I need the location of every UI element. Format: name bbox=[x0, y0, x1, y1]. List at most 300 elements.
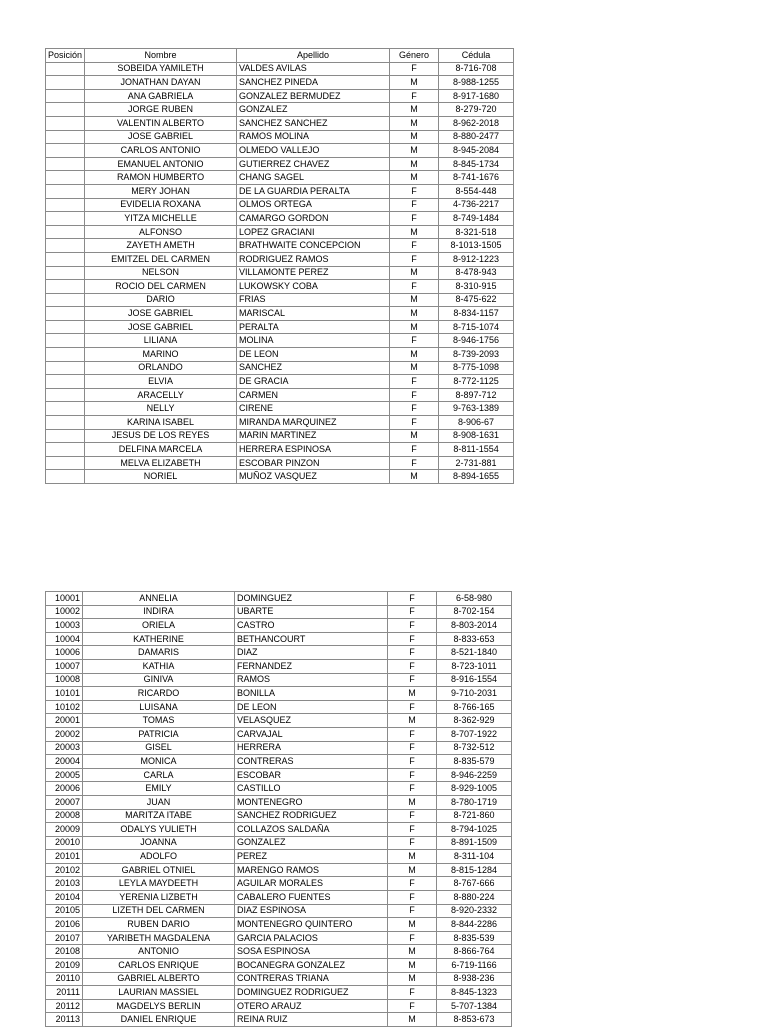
last-name-cell[interactable]: DIAZ bbox=[235, 646, 388, 660]
id-number-cell[interactable]: 8-521-1840 bbox=[437, 646, 512, 660]
last-name-cell[interactable]: MIRANDA MARQUINEZ bbox=[237, 416, 390, 430]
id-number-cell[interactable]: 8-811-1554 bbox=[439, 443, 514, 457]
first-name-cell[interactable]: LILIANA bbox=[85, 334, 237, 348]
first-name-cell[interactable]: GINIVA bbox=[83, 673, 235, 687]
position-cell[interactable]: 20010 bbox=[46, 836, 83, 850]
first-name-cell[interactable]: ADOLFO bbox=[83, 850, 235, 864]
first-name-cell[interactable]: ARACELLY bbox=[85, 388, 237, 402]
gender-cell[interactable]: M bbox=[388, 972, 437, 986]
last-name-cell[interactable]: HERRERA ESPINOSA bbox=[237, 443, 390, 457]
id-number-cell[interactable]: 8-835-579 bbox=[437, 755, 512, 769]
last-name-cell[interactable]: CIRENE bbox=[237, 402, 390, 416]
position-cell[interactable] bbox=[46, 198, 85, 212]
id-number-cell[interactable]: 8-749-1484 bbox=[439, 212, 514, 226]
id-number-cell[interactable]: 8-803-2014 bbox=[437, 619, 512, 633]
header-apellido[interactable]: Apellido bbox=[237, 49, 390, 63]
header-genero[interactable]: Género bbox=[390, 49, 439, 63]
gender-cell[interactable]: M bbox=[390, 144, 439, 158]
last-name-cell[interactable]: ESCOBAR bbox=[235, 768, 388, 782]
first-name-cell[interactable]: ANA GABRIELA bbox=[85, 89, 237, 103]
header-posicion[interactable]: Posición bbox=[46, 49, 85, 63]
position-cell[interactable]: 10101 bbox=[46, 687, 83, 701]
id-number-cell[interactable]: 8-894-1655 bbox=[439, 470, 514, 484]
first-name-cell[interactable]: ORLANDO bbox=[85, 361, 237, 375]
id-number-cell[interactable]: 8-962-2018 bbox=[439, 116, 514, 130]
gender-cell[interactable]: M bbox=[390, 103, 439, 117]
gender-cell[interactable]: F bbox=[390, 334, 439, 348]
gender-cell[interactable]: F bbox=[388, 931, 437, 945]
position-cell[interactable]: 10001 bbox=[46, 592, 83, 606]
first-name-cell[interactable]: ZAYETH AMETH bbox=[85, 239, 237, 253]
last-name-cell[interactable]: GONZALEZ bbox=[235, 836, 388, 850]
last-name-cell[interactable]: SANCHEZ PINEDA bbox=[237, 76, 390, 90]
position-cell[interactable]: 20111 bbox=[46, 986, 83, 1000]
position-cell[interactable] bbox=[46, 361, 85, 375]
first-name-cell[interactable]: ANTONIO bbox=[83, 945, 235, 959]
last-name-cell[interactable]: VELASQUEZ bbox=[235, 714, 388, 728]
id-number-cell[interactable]: 8-908-1631 bbox=[439, 429, 514, 443]
gender-cell[interactable]: F bbox=[390, 280, 439, 294]
gender-cell[interactable]: F bbox=[388, 877, 437, 891]
last-name-cell[interactable]: DE LEON bbox=[235, 700, 388, 714]
first-name-cell[interactable]: NELLY bbox=[85, 402, 237, 416]
first-name-cell[interactable]: CARLOS ANTONIO bbox=[85, 144, 237, 158]
position-cell[interactable] bbox=[46, 402, 85, 416]
gender-cell[interactable]: F bbox=[390, 252, 439, 266]
first-name-cell[interactable]: JORGE RUBEN bbox=[85, 103, 237, 117]
last-name-cell[interactable]: SOSA ESPINOSA bbox=[235, 945, 388, 959]
position-cell[interactable] bbox=[46, 320, 85, 334]
first-name-cell[interactable]: EMILY bbox=[83, 782, 235, 796]
first-name-cell[interactable]: YERENIA LIZBETH bbox=[83, 891, 235, 905]
position-cell[interactable]: 20006 bbox=[46, 782, 83, 796]
id-number-cell[interactable]: 8-310-915 bbox=[439, 280, 514, 294]
last-name-cell[interactable]: CONTRERAS TRIANA bbox=[235, 972, 388, 986]
last-name-cell[interactable]: CONTRERAS bbox=[235, 755, 388, 769]
first-name-cell[interactable]: MARINO bbox=[85, 348, 237, 362]
last-name-cell[interactable]: OTERO ARAUZ bbox=[235, 999, 388, 1013]
id-number-cell[interactable]: 8-835-539 bbox=[437, 931, 512, 945]
position-cell[interactable]: 20101 bbox=[46, 850, 83, 864]
last-name-cell[interactable]: CAMARGO GORDON bbox=[237, 212, 390, 226]
last-name-cell[interactable]: FRIAS bbox=[237, 293, 390, 307]
last-name-cell[interactable]: GONZALEZ bbox=[237, 103, 390, 117]
gender-cell[interactable]: M bbox=[390, 307, 439, 321]
gender-cell[interactable]: F bbox=[388, 809, 437, 823]
first-name-cell[interactable]: ELVIA bbox=[85, 375, 237, 389]
gender-cell[interactable]: F bbox=[388, 986, 437, 1000]
first-name-cell[interactable]: RAMON HUMBERTO bbox=[85, 171, 237, 185]
first-name-cell[interactable]: EMANUEL ANTONIO bbox=[85, 157, 237, 171]
last-name-cell[interactable]: UBARTE bbox=[235, 605, 388, 619]
gender-cell[interactable]: M bbox=[390, 76, 439, 90]
id-number-cell[interactable]: 8-845-1734 bbox=[439, 157, 514, 171]
last-name-cell[interactable]: CASTRO bbox=[235, 619, 388, 633]
gender-cell[interactable]: M bbox=[388, 714, 437, 728]
first-name-cell[interactable]: KATHIA bbox=[83, 659, 235, 673]
position-cell[interactable] bbox=[46, 307, 85, 321]
id-number-cell[interactable]: 8-929-1005 bbox=[437, 782, 512, 796]
position-cell[interactable] bbox=[46, 103, 85, 117]
gender-cell[interactable]: F bbox=[390, 62, 439, 76]
gender-cell[interactable]: M bbox=[388, 945, 437, 959]
last-name-cell[interactable]: GONZALEZ BERMUDEZ bbox=[237, 89, 390, 103]
position-cell[interactable] bbox=[46, 470, 85, 484]
last-name-cell[interactable]: BONILLA bbox=[235, 687, 388, 701]
first-name-cell[interactable]: KARINA ISABEL bbox=[85, 416, 237, 430]
last-name-cell[interactable]: CABALERO FUENTES bbox=[235, 891, 388, 905]
first-name-cell[interactable]: DELFINA MARCELA bbox=[85, 443, 237, 457]
id-number-cell[interactable]: 8-478-943 bbox=[439, 266, 514, 280]
first-name-cell[interactable]: GISEL bbox=[83, 741, 235, 755]
gender-cell[interactable]: F bbox=[388, 605, 437, 619]
position-cell[interactable]: 10002 bbox=[46, 605, 83, 619]
gender-cell[interactable]: F bbox=[390, 388, 439, 402]
position-cell[interactable]: 20004 bbox=[46, 755, 83, 769]
gender-cell[interactable]: F bbox=[388, 755, 437, 769]
gender-cell[interactable]: F bbox=[388, 673, 437, 687]
gender-cell[interactable]: M bbox=[390, 429, 439, 443]
first-name-cell[interactable]: RICARDO bbox=[83, 687, 235, 701]
last-name-cell[interactable]: MONTENEGRO QUINTERO bbox=[235, 918, 388, 932]
first-name-cell[interactable]: MERY JOHAN bbox=[85, 184, 237, 198]
gender-cell[interactable]: M bbox=[390, 225, 439, 239]
id-number-cell[interactable]: 8-880-224 bbox=[437, 891, 512, 905]
position-cell[interactable]: 20102 bbox=[46, 863, 83, 877]
id-number-cell[interactable]: 8-475-622 bbox=[439, 293, 514, 307]
gender-cell[interactable]: M bbox=[390, 266, 439, 280]
last-name-cell[interactable]: AGUILAR MORALES bbox=[235, 877, 388, 891]
first-name-cell[interactable]: CARLA bbox=[83, 768, 235, 782]
gender-cell[interactable]: M bbox=[388, 850, 437, 864]
first-name-cell[interactable]: RUBEN DARIO bbox=[83, 918, 235, 932]
gender-cell[interactable]: M bbox=[390, 348, 439, 362]
last-name-cell[interactable]: OLMOS ORTEGA bbox=[237, 198, 390, 212]
last-name-cell[interactable]: CHANG SAGEL bbox=[237, 171, 390, 185]
id-number-cell[interactable]: 8-723-1011 bbox=[437, 659, 512, 673]
last-name-cell[interactable]: CARVAJAL bbox=[235, 727, 388, 741]
first-name-cell[interactable]: MONICA bbox=[83, 755, 235, 769]
id-number-cell[interactable]: 8-554-448 bbox=[439, 184, 514, 198]
first-name-cell[interactable]: DAMARIS bbox=[83, 646, 235, 660]
last-name-cell[interactable]: PEREZ bbox=[235, 850, 388, 864]
first-name-cell[interactable]: EVIDELIA ROXANA bbox=[85, 198, 237, 212]
position-cell[interactable]: 20005 bbox=[46, 768, 83, 782]
last-name-cell[interactable]: PERALTA bbox=[237, 320, 390, 334]
first-name-cell[interactable]: SOBEIDA YAMILETH bbox=[85, 62, 237, 76]
last-name-cell[interactable]: DIAZ ESPINOSA bbox=[235, 904, 388, 918]
gender-cell[interactable]: F bbox=[388, 836, 437, 850]
gender-cell[interactable]: M bbox=[390, 157, 439, 171]
gender-cell[interactable]: F bbox=[388, 999, 437, 1013]
last-name-cell[interactable]: DOMINGUEZ RODRIGUEZ bbox=[235, 986, 388, 1000]
last-name-cell[interactable]: RAMOS MOLINA bbox=[237, 130, 390, 144]
last-name-cell[interactable]: REINA RUIZ bbox=[235, 1013, 388, 1027]
first-name-cell[interactable]: YITZA MICHELLE bbox=[85, 212, 237, 226]
position-cell[interactable]: 20003 bbox=[46, 741, 83, 755]
id-number-cell[interactable]: 8-715-1074 bbox=[439, 320, 514, 334]
gender-cell[interactable]: F bbox=[388, 891, 437, 905]
id-number-cell[interactable]: 8-707-1922 bbox=[437, 727, 512, 741]
position-cell[interactable]: 10003 bbox=[46, 619, 83, 633]
id-number-cell[interactable]: 8-897-712 bbox=[439, 388, 514, 402]
first-name-cell[interactable]: JOSE GABRIEL bbox=[85, 320, 237, 334]
gender-cell[interactable]: M bbox=[390, 130, 439, 144]
gender-cell[interactable]: F bbox=[388, 659, 437, 673]
gender-cell[interactable]: F bbox=[390, 443, 439, 457]
last-name-cell[interactable]: MARENGO RAMOS bbox=[235, 863, 388, 877]
first-name-cell[interactable]: DARIO bbox=[85, 293, 237, 307]
first-name-cell[interactable]: DANIEL ENRIQUE bbox=[83, 1013, 235, 1027]
gender-cell[interactable]: M bbox=[388, 959, 437, 973]
id-number-cell[interactable]: 8-362-929 bbox=[437, 714, 512, 728]
last-name-cell[interactable]: BRATHWAITE CONCEPCION bbox=[237, 239, 390, 253]
last-name-cell[interactable]: DE LA GUARDIA PERALTA bbox=[237, 184, 390, 198]
position-cell[interactable] bbox=[46, 144, 85, 158]
last-name-cell[interactable]: CASTILLO bbox=[235, 782, 388, 796]
last-name-cell[interactable]: SANCHEZ RODRIGUEZ bbox=[235, 809, 388, 823]
last-name-cell[interactable]: BOCANEGRA GONZALEZ bbox=[235, 959, 388, 973]
id-number-cell[interactable]: 8-1013-1505 bbox=[439, 239, 514, 253]
id-number-cell[interactable]: 6-719-1166 bbox=[437, 959, 512, 973]
id-number-cell[interactable]: 8-906-67 bbox=[439, 416, 514, 430]
id-number-cell[interactable]: 8-311-104 bbox=[437, 850, 512, 864]
position-cell[interactable] bbox=[46, 443, 85, 457]
position-cell[interactable]: 10006 bbox=[46, 646, 83, 660]
position-cell[interactable] bbox=[46, 76, 85, 90]
position-cell[interactable]: 20008 bbox=[46, 809, 83, 823]
last-name-cell[interactable]: RODRIGUEZ RAMOS bbox=[237, 252, 390, 266]
id-number-cell[interactable]: 5-707-1384 bbox=[437, 999, 512, 1013]
gender-cell[interactable]: F bbox=[388, 592, 437, 606]
position-cell[interactable] bbox=[46, 130, 85, 144]
last-name-cell[interactable]: SANCHEZ bbox=[237, 361, 390, 375]
position-cell[interactable]: 20001 bbox=[46, 714, 83, 728]
first-name-cell[interactable]: LUISANA bbox=[83, 700, 235, 714]
last-name-cell[interactable]: OLMEDO VALLEJO bbox=[237, 144, 390, 158]
gender-cell[interactable]: F bbox=[390, 402, 439, 416]
first-name-cell[interactable]: INDIRA bbox=[83, 605, 235, 619]
position-cell[interactable] bbox=[46, 239, 85, 253]
first-name-cell[interactable]: YARIBETH MAGDALENA bbox=[83, 931, 235, 945]
id-number-cell[interactable]: 8-853-673 bbox=[437, 1013, 512, 1027]
position-cell[interactable] bbox=[46, 171, 85, 185]
first-name-cell[interactable]: JOSE GABRIEL bbox=[85, 307, 237, 321]
gender-cell[interactable]: F bbox=[388, 782, 437, 796]
gender-cell[interactable]: F bbox=[388, 632, 437, 646]
position-cell[interactable]: 20002 bbox=[46, 727, 83, 741]
last-name-cell[interactable]: MONTENEGRO bbox=[235, 795, 388, 809]
id-number-cell[interactable]: 8-920-2332 bbox=[437, 904, 512, 918]
first-name-cell[interactable]: KATHERINE bbox=[83, 632, 235, 646]
last-name-cell[interactable]: MARIN MARTINEZ bbox=[237, 429, 390, 443]
position-cell[interactable]: 10004 bbox=[46, 632, 83, 646]
last-name-cell[interactable]: MUÑOZ VASQUEZ bbox=[237, 470, 390, 484]
id-number-cell[interactable]: 2-731-881 bbox=[439, 456, 514, 470]
last-name-cell[interactable]: VALDES AVILAS bbox=[237, 62, 390, 76]
position-cell[interactable] bbox=[46, 184, 85, 198]
id-number-cell[interactable]: 8-780-1719 bbox=[437, 795, 512, 809]
first-name-cell[interactable]: GABRIEL ALBERTO bbox=[83, 972, 235, 986]
id-number-cell[interactable]: 8-772-1125 bbox=[439, 375, 514, 389]
id-number-cell[interactable]: 9-763-1389 bbox=[439, 402, 514, 416]
first-name-cell[interactable]: NORIEL bbox=[85, 470, 237, 484]
last-name-cell[interactable]: DE GRACIA bbox=[237, 375, 390, 389]
gender-cell[interactable]: F bbox=[388, 741, 437, 755]
id-number-cell[interactable]: 8-702-154 bbox=[437, 605, 512, 619]
last-name-cell[interactable]: GUTIERREZ CHAVEZ bbox=[237, 157, 390, 171]
first-name-cell[interactable]: ROCIO DEL CARMEN bbox=[85, 280, 237, 294]
last-name-cell[interactable]: LOPEZ GRACIANI bbox=[237, 225, 390, 239]
last-name-cell[interactable]: DE LEON bbox=[237, 348, 390, 362]
last-name-cell[interactable]: DOMINGUEZ bbox=[235, 592, 388, 606]
gender-cell[interactable]: M bbox=[388, 687, 437, 701]
last-name-cell[interactable]: RAMOS bbox=[235, 673, 388, 687]
id-number-cell[interactable]: 8-880-2477 bbox=[439, 130, 514, 144]
first-name-cell[interactable]: JESUS DE LOS REYES bbox=[85, 429, 237, 443]
last-name-cell[interactable]: ESCOBAR PINZON bbox=[237, 456, 390, 470]
position-cell[interactable]: 20106 bbox=[46, 918, 83, 932]
id-number-cell[interactable]: 8-891-1509 bbox=[437, 836, 512, 850]
last-name-cell[interactable]: MOLINA bbox=[237, 334, 390, 348]
gender-cell[interactable]: F bbox=[388, 700, 437, 714]
position-cell[interactable]: 20104 bbox=[46, 891, 83, 905]
gender-cell[interactable]: F bbox=[390, 198, 439, 212]
position-cell[interactable] bbox=[46, 266, 85, 280]
gender-cell[interactable]: F bbox=[388, 768, 437, 782]
position-cell[interactable] bbox=[46, 293, 85, 307]
position-cell[interactable] bbox=[46, 252, 85, 266]
gender-cell[interactable]: F bbox=[388, 823, 437, 837]
position-cell[interactable]: 20109 bbox=[46, 959, 83, 973]
first-name-cell[interactable]: LIZETH DEL CARMEN bbox=[83, 904, 235, 918]
position-cell[interactable] bbox=[46, 62, 85, 76]
last-name-cell[interactable]: BETHANCOURT bbox=[235, 632, 388, 646]
gender-cell[interactable]: F bbox=[390, 212, 439, 226]
gender-cell[interactable]: F bbox=[388, 619, 437, 633]
id-number-cell[interactable]: 6-58-980 bbox=[437, 592, 512, 606]
first-name-cell[interactable]: MAGDELYS BERLIN bbox=[83, 999, 235, 1013]
id-number-cell[interactable]: 8-912-1223 bbox=[439, 252, 514, 266]
position-cell[interactable]: 20108 bbox=[46, 945, 83, 959]
id-number-cell[interactable]: 8-794-1025 bbox=[437, 823, 512, 837]
gender-cell[interactable]: M bbox=[388, 918, 437, 932]
gender-cell[interactable]: M bbox=[390, 293, 439, 307]
position-cell[interactable] bbox=[46, 429, 85, 443]
first-name-cell[interactable]: MARITZA ITABE bbox=[83, 809, 235, 823]
position-cell[interactable] bbox=[46, 334, 85, 348]
header-cedula[interactable]: Cédula bbox=[439, 49, 514, 63]
gender-cell[interactable]: F bbox=[390, 89, 439, 103]
gender-cell[interactable]: M bbox=[388, 863, 437, 877]
position-cell[interactable] bbox=[46, 280, 85, 294]
gender-cell[interactable]: F bbox=[388, 646, 437, 660]
id-number-cell[interactable]: 8-741-1676 bbox=[439, 171, 514, 185]
first-name-cell[interactable]: ALFONSO bbox=[85, 225, 237, 239]
last-name-cell[interactable]: LUKOWSKY COBA bbox=[237, 280, 390, 294]
last-name-cell[interactable]: COLLAZOS SALDAÑA bbox=[235, 823, 388, 837]
id-number-cell[interactable]: 8-833-653 bbox=[437, 632, 512, 646]
first-name-cell[interactable]: TOMAS bbox=[83, 714, 235, 728]
first-name-cell[interactable]: JUAN bbox=[83, 795, 235, 809]
position-cell[interactable]: 20110 bbox=[46, 972, 83, 986]
position-cell[interactable] bbox=[46, 348, 85, 362]
position-cell[interactable] bbox=[46, 225, 85, 239]
position-cell[interactable] bbox=[46, 89, 85, 103]
id-number-cell[interactable]: 8-945-2084 bbox=[439, 144, 514, 158]
gender-cell[interactable]: F bbox=[390, 416, 439, 430]
first-name-cell[interactable]: ODALYS YULIETH bbox=[83, 823, 235, 837]
last-name-cell[interactable]: HERRERA bbox=[235, 741, 388, 755]
id-number-cell[interactable]: 8-916-1554 bbox=[437, 673, 512, 687]
first-name-cell[interactable]: JOSE GABRIEL bbox=[85, 130, 237, 144]
id-number-cell[interactable]: 8-946-1756 bbox=[439, 334, 514, 348]
id-number-cell[interactable]: 8-917-1680 bbox=[439, 89, 514, 103]
position-cell[interactable]: 20103 bbox=[46, 877, 83, 891]
gender-cell[interactable]: F bbox=[390, 184, 439, 198]
gender-cell[interactable]: F bbox=[388, 727, 437, 741]
id-number-cell[interactable]: 8-767-666 bbox=[437, 877, 512, 891]
gender-cell[interactable]: F bbox=[390, 239, 439, 253]
header-nombre[interactable]: Nombre bbox=[85, 49, 237, 63]
gender-cell[interactable]: M bbox=[390, 116, 439, 130]
gender-cell[interactable]: M bbox=[388, 1013, 437, 1027]
gender-cell[interactable]: F bbox=[390, 456, 439, 470]
last-name-cell[interactable]: GARCIA PALACIOS bbox=[235, 931, 388, 945]
first-name-cell[interactable]: CARLOS ENRIQUE bbox=[83, 959, 235, 973]
position-cell[interactable]: 20007 bbox=[46, 795, 83, 809]
first-name-cell[interactable]: VALENTIN ALBERTO bbox=[85, 116, 237, 130]
position-cell[interactable]: 10008 bbox=[46, 673, 83, 687]
id-number-cell[interactable]: 8-834-1157 bbox=[439, 307, 514, 321]
id-number-cell[interactable]: 8-739-2093 bbox=[439, 348, 514, 362]
gender-cell[interactable]: M bbox=[388, 795, 437, 809]
first-name-cell[interactable]: PATRICIA bbox=[83, 727, 235, 741]
position-cell[interactable] bbox=[46, 157, 85, 171]
id-number-cell[interactable]: 8-845-1323 bbox=[437, 986, 512, 1000]
id-number-cell[interactable]: 8-721-860 bbox=[437, 809, 512, 823]
position-cell[interactable]: 20113 bbox=[46, 1013, 83, 1027]
gender-cell[interactable]: F bbox=[390, 375, 439, 389]
position-cell[interactable] bbox=[46, 116, 85, 130]
id-number-cell[interactable]: 9-710-2031 bbox=[437, 687, 512, 701]
first-name-cell[interactable]: NELSON bbox=[85, 266, 237, 280]
gender-cell[interactable]: M bbox=[390, 171, 439, 185]
position-cell[interactable] bbox=[46, 456, 85, 470]
last-name-cell[interactable]: FERNANDEZ bbox=[235, 659, 388, 673]
first-name-cell[interactable]: LAURIAN MASSIEL bbox=[83, 986, 235, 1000]
position-cell[interactable]: 10007 bbox=[46, 659, 83, 673]
position-cell[interactable] bbox=[46, 212, 85, 226]
last-name-cell[interactable]: CARMEN bbox=[237, 388, 390, 402]
position-cell[interactable] bbox=[46, 416, 85, 430]
id-number-cell[interactable]: 8-321-518 bbox=[439, 225, 514, 239]
id-number-cell[interactable]: 8-732-512 bbox=[437, 741, 512, 755]
first-name-cell[interactable]: GABRIEL OTNIEL bbox=[83, 863, 235, 877]
id-number-cell[interactable]: 8-988-1255 bbox=[439, 76, 514, 90]
position-cell[interactable]: 10102 bbox=[46, 700, 83, 714]
last-name-cell[interactable]: VILLAMONTE PEREZ bbox=[237, 266, 390, 280]
id-number-cell[interactable]: 8-844-2286 bbox=[437, 918, 512, 932]
position-cell[interactable]: 20107 bbox=[46, 931, 83, 945]
gender-cell[interactable]: M bbox=[390, 470, 439, 484]
first-name-cell[interactable]: ORIELA bbox=[83, 619, 235, 633]
id-number-cell[interactable]: 8-766-165 bbox=[437, 700, 512, 714]
id-number-cell[interactable]: 8-866-764 bbox=[437, 945, 512, 959]
first-name-cell[interactable]: JONATHAN DAYAN bbox=[85, 76, 237, 90]
id-number-cell[interactable]: 8-279-720 bbox=[439, 103, 514, 117]
first-name-cell[interactable]: MELVA ELIZABETH bbox=[85, 456, 237, 470]
